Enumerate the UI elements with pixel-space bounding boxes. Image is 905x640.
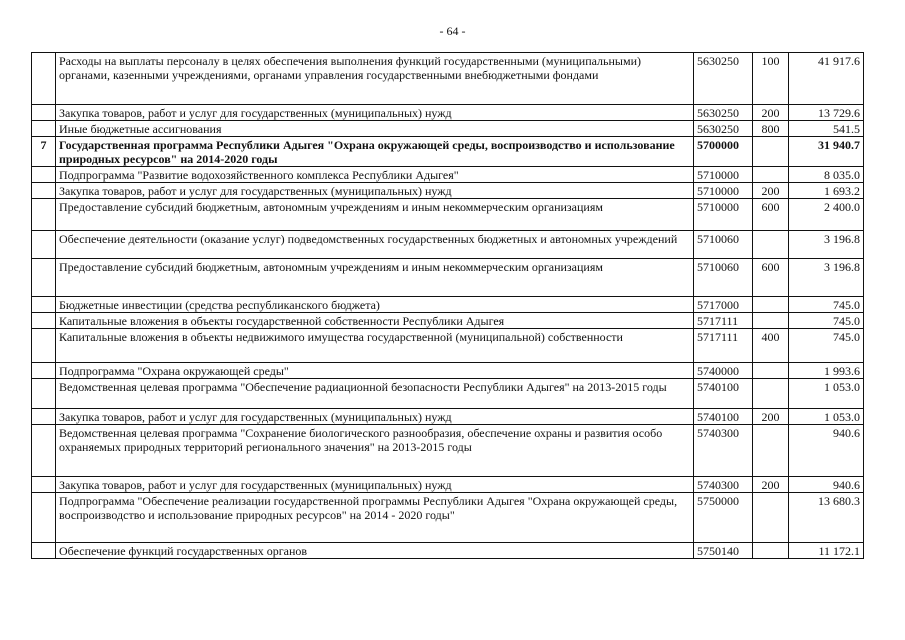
row-expense-type xyxy=(753,313,789,329)
table-row xyxy=(32,313,864,329)
row-expense-type: 600 xyxy=(753,259,789,297)
table-row xyxy=(32,297,864,313)
table-row xyxy=(32,379,864,409)
row-name: Обеспечение деятельности (оказание услуг) подведомственных государственных бюджетных и автономных учреждений xyxy=(56,231,694,259)
table-row xyxy=(32,53,864,105)
row-amount: 2 400.0 xyxy=(789,199,864,231)
row-number xyxy=(32,425,56,477)
row-name: Обеспечение функций государственных органов xyxy=(56,543,694,559)
row-amount: 13 729.6 xyxy=(789,105,864,121)
row-expense-type xyxy=(753,363,789,379)
row-name: Капитальные вложения в объекты недвижимого имущества государственной (муниципальной) собственности xyxy=(56,329,694,363)
row-name: Закупка товаров, работ и услуг для государственных (муниципальных) нужд xyxy=(56,477,694,493)
row-expense-type xyxy=(753,493,789,543)
row-code: 5630250 xyxy=(694,53,753,105)
row-code: 5740100 xyxy=(694,379,753,409)
row-name: Закупка товаров, работ и услуг для государственных (муниципальных) нужд xyxy=(56,105,694,121)
row-number xyxy=(32,313,56,329)
row-amount: 3 196.8 xyxy=(789,231,864,259)
row-number xyxy=(32,379,56,409)
row-number xyxy=(32,53,56,105)
row-amount: 940.6 xyxy=(789,477,864,493)
row-code: 5710000 xyxy=(694,183,753,199)
row-amount: 1 053.0 xyxy=(789,379,864,409)
row-number xyxy=(32,231,56,259)
row-amount: 940.6 xyxy=(789,425,864,477)
budget-table-body xyxy=(32,53,864,559)
table-row xyxy=(32,425,864,477)
row-expense-type xyxy=(753,231,789,259)
page-number: - 64 - xyxy=(439,24,466,38)
row-number xyxy=(32,477,56,493)
row-expense-type: 200 xyxy=(753,477,789,493)
row-name: Предоставление субсидий бюджетным, автономным учреждениям и иным некоммерческим организациям xyxy=(56,199,694,231)
row-number xyxy=(32,121,56,137)
row-number xyxy=(32,329,56,363)
row-expense-type: 200 xyxy=(753,105,789,121)
row-number xyxy=(32,297,56,313)
row-amount: 11 172.1 xyxy=(789,543,864,559)
table-row xyxy=(32,329,864,363)
row-expense-type xyxy=(753,379,789,409)
row-code: 5750140 xyxy=(694,543,753,559)
row-expense-type: 100 xyxy=(753,53,789,105)
row-name: Закупка товаров, работ и услуг для государственных (муниципальных) нужд xyxy=(56,409,694,425)
row-code: 5740300 xyxy=(694,477,753,493)
row-expense-type xyxy=(753,137,789,167)
row-number xyxy=(32,183,56,199)
table-row xyxy=(32,363,864,379)
row-number xyxy=(32,543,56,559)
row-name: Подпрограмма "Охрана окружающей среды" xyxy=(56,363,694,379)
row-code: 5740100 xyxy=(694,409,753,425)
row-expense-type xyxy=(753,425,789,477)
table-row xyxy=(32,409,864,425)
row-number xyxy=(32,259,56,297)
row-code: 5717000 xyxy=(694,297,753,313)
row-code: 5740300 xyxy=(694,425,753,477)
row-expense-type: 400 xyxy=(753,329,789,363)
table-row xyxy=(32,199,864,231)
row-number xyxy=(32,105,56,121)
row-amount: 3 196.8 xyxy=(789,259,864,297)
row-amount: 1 053.0 xyxy=(789,409,864,425)
row-name: Ведомственная целевая программа "Обеспечение радиационной безопасности Республики Адыгея" на 2013-2015 годы xyxy=(56,379,694,409)
row-amount: 8 035.0 xyxy=(789,167,864,183)
row-name: Подпрограмма "Развитие водохозяйственного комплекса Республики Адыгея" xyxy=(56,167,694,183)
table-row xyxy=(32,105,864,121)
row-code: 5740000 xyxy=(694,363,753,379)
table-row xyxy=(32,231,864,259)
row-number xyxy=(32,363,56,379)
table-row xyxy=(32,493,864,543)
row-amount: 41 917.6 xyxy=(789,53,864,105)
table-row xyxy=(32,167,864,183)
row-name: Предоставление субсидий бюджетным, автономным учреждениям и иным некоммерческим организациям xyxy=(56,259,694,297)
row-expense-type: 200 xyxy=(753,183,789,199)
row-code: 5750000 xyxy=(694,493,753,543)
row-amount: 31 940.7 xyxy=(789,137,864,167)
row-expense-type: 800 xyxy=(753,121,789,137)
row-name: Ведомственная целевая программа "Сохранение биологического разнообразия, обеспечение охраны и развития особо охраняемых природных территорий регионального значения" на 2013-2015 годы xyxy=(56,425,694,477)
row-code: 5710060 xyxy=(694,231,753,259)
row-amount: 745.0 xyxy=(789,297,864,313)
row-expense-type xyxy=(753,297,789,313)
row-code: 5710000 xyxy=(694,199,753,231)
row-name: Закупка товаров, работ и услуг для государственных (муниципальных) нужд xyxy=(56,183,694,199)
budget-table xyxy=(31,52,864,559)
row-number xyxy=(32,199,56,231)
row-code: 5717111 xyxy=(694,313,753,329)
row-amount: 1 993.6 xyxy=(789,363,864,379)
table-row xyxy=(32,137,864,167)
row-amount: 1 693.2 xyxy=(789,183,864,199)
row-expense-type xyxy=(753,543,789,559)
row-name: Государственная программа Республики Адыгея "Охрана окружающей среды, воспроизводство и использование природных ресурсов" на 2014-2020 годы xyxy=(56,137,694,167)
row-expense-type: 600 xyxy=(753,199,789,231)
row-expense-type xyxy=(753,167,789,183)
row-amount: 745.0 xyxy=(789,329,864,363)
row-name: Бюджетные инвестиции (средства республиканского бюджета) xyxy=(56,297,694,313)
row-amount: 745.0 xyxy=(789,313,864,329)
row-name: Капитальные вложения в объекты государственной собственности Республики Адыгея xyxy=(56,313,694,329)
row-code: 5630250 xyxy=(694,121,753,137)
row-number xyxy=(32,167,56,183)
row-code: 5710000 xyxy=(694,167,753,183)
row-amount: 541.5 xyxy=(789,121,864,137)
row-expense-type: 200 xyxy=(753,409,789,425)
row-number xyxy=(32,493,56,543)
row-name: Иные бюджетные ассигнования xyxy=(56,121,694,137)
table-row xyxy=(32,543,864,559)
row-code: 5717111 xyxy=(694,329,753,363)
row-code: 5710060 xyxy=(694,259,753,297)
row-code: 5700000 xyxy=(694,137,753,167)
row-code: 5630250 xyxy=(694,105,753,121)
row-name: Подпрограмма "Обеспечение реализации государственной программы Республики Адыгея "Охрана окружающей среды, воспроизводство и использование природных ресурсов" на 2014 - 2020 годы" xyxy=(56,493,694,543)
table-row xyxy=(32,121,864,137)
row-name: Расходы на выплаты персоналу в целях обеспечения выполнения функций государственными (муниципальными) органами, казенными учреждениями, органами управления государственными внебюджетными фондами xyxy=(56,53,694,105)
row-number xyxy=(32,409,56,425)
row-number: 7 xyxy=(32,137,56,167)
row-amount: 13 680.3 xyxy=(789,493,864,543)
table-row xyxy=(32,183,864,199)
table-row xyxy=(32,477,864,493)
table-row xyxy=(32,259,864,297)
